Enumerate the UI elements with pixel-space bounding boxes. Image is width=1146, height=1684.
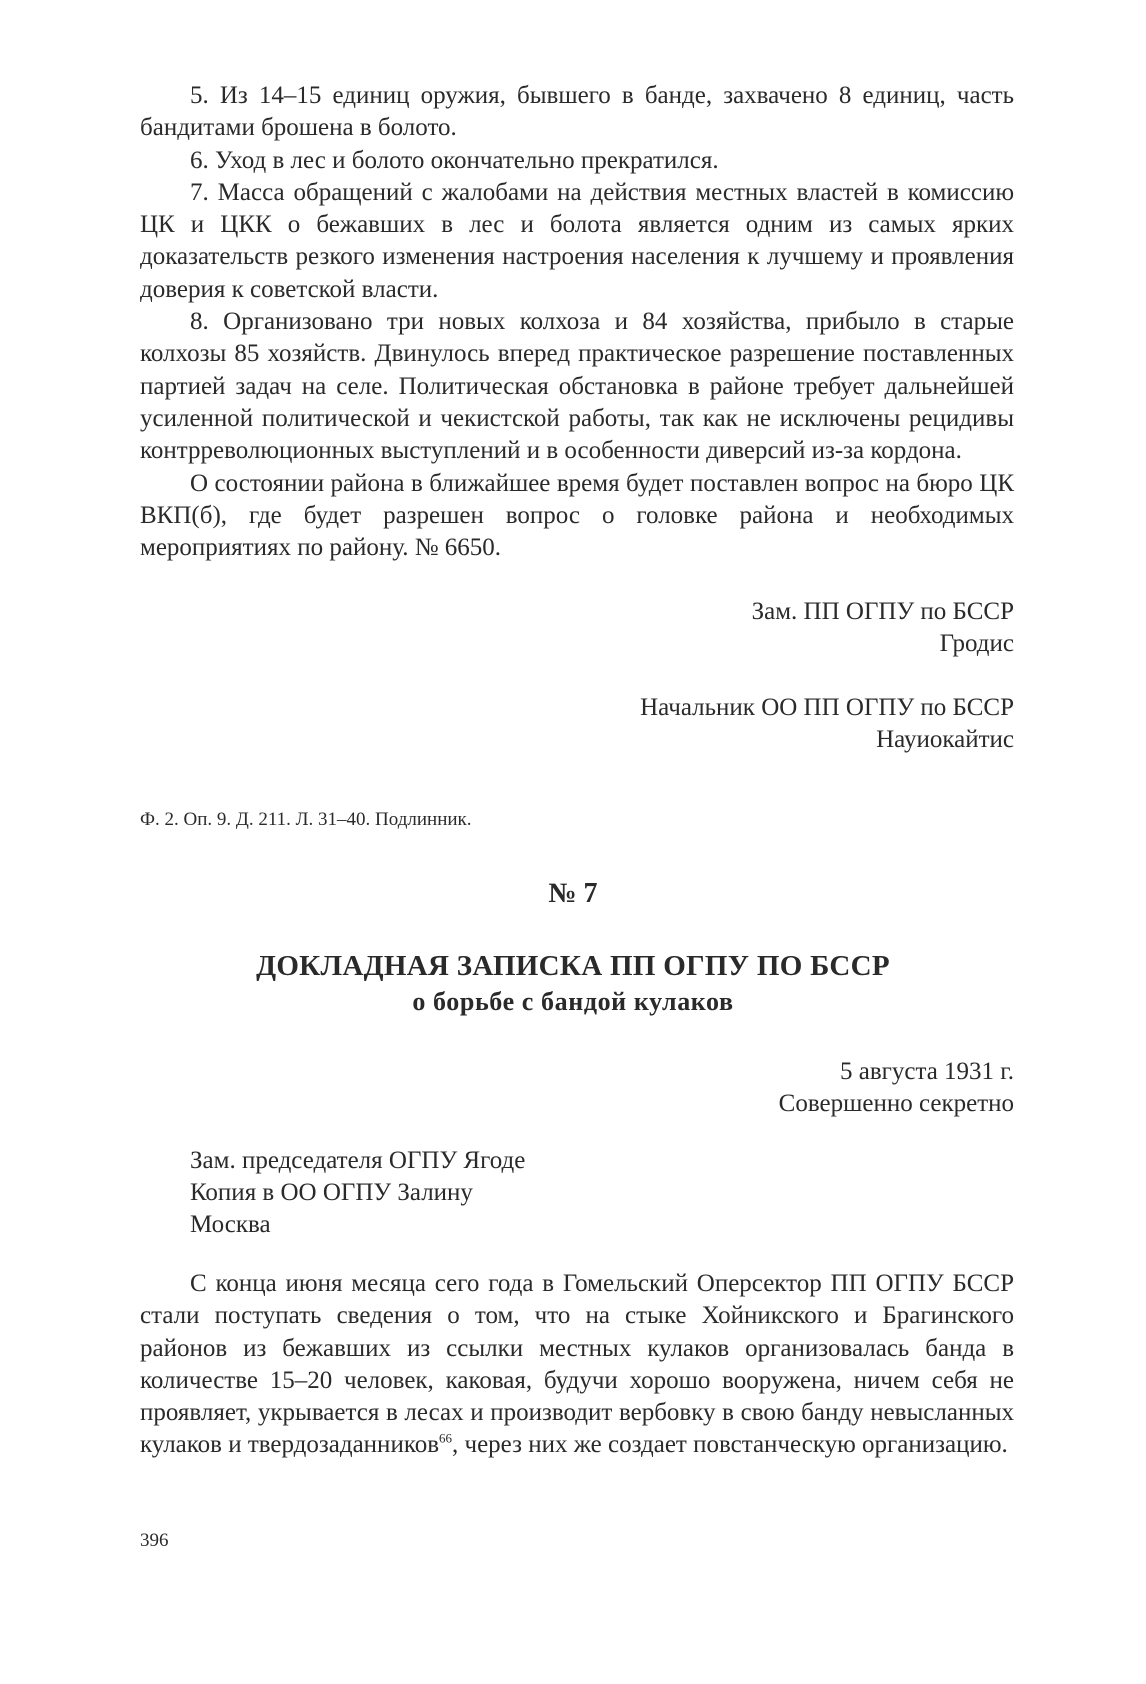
addressee-city: Москва (190, 1211, 271, 1238)
addressee-primary: Зам. председателя ОГПУ Ягоде (190, 1147, 526, 1174)
signature-deputy-name: Гродис (939, 630, 1014, 657)
footnote-marker: 66 (439, 1431, 452, 1447)
paragraph-item-6: 6. Уход в лес и болото окончательно прекратился. (190, 146, 719, 174)
body-text-start: С конца июня месяца сего года в Гомельский Оперсектор ПП ОГПУ БССР стали поступать сведения о том, что на стыке Хойникского и Брагинского районов из бежавших из ссылки местных кулаков организовалась банда в количестве 15–20 человек, каковая, будучи хорошо вооружена, ничем себя не проявляет, укрывается в лесах и производит вербовку в свою банду невысланных кулаков и твердозаданников (140, 1270, 1014, 1459)
signature-deputy (752, 596, 1014, 660)
report-continuation (140, 80, 1014, 564)
document-date: 5 августа 1931 г. (839, 1058, 1014, 1085)
paragraph-item-7: 7. Масса обращений с жалобами на действия местных властей в комиссию ЦК и ЦКК о бежавших в лес и болота является одним из самых ярких доказательств резкого изменения настроения населения к лучшему и проявления доверия к советской власти. (140, 178, 1014, 303)
report-body (140, 1268, 1014, 1462)
body-paragraph (140, 1268, 1014, 1462)
archive-reference: Ф. 2. Оп. 9. Д. 211. Л. 31–40. Подлинник. (140, 809, 472, 830)
paragraph-item-8: 8. Организовано три новых колхоза и 84 хозяйства, прибыло в старые колхозы 85 хозяйств. Двинулось вперед практическое разрешение поставленных партией задач на селе. Политическая обстановка в районе требует дальнейшей усиленной политической и чекистской работы, так как не исключены рецидивы контрреволюционных выступлений и в особенности диверсий из-за кордона. (140, 308, 1014, 465)
addressee-block (190, 1145, 525, 1241)
paragraph-item-5: 5. Из 14–15 единиц оружия, бывшего в банде, захвачено 8 единиц, часть бандитами брошена в болото. (140, 82, 1014, 142)
paragraph-conclusion: О состоянии района в ближайшее время будет поставлен вопрос на бюро ЦК ВКП(б), где будет разрешен вопрос о головке района и необходимых мероприятиях по району. № 6650. (140, 469, 1014, 562)
signature-chief-name: Науиокайтис (876, 726, 1014, 753)
signature-chief-title: Начальник ОО ПП ОГПУ по БССР (640, 694, 1014, 721)
document-subtitle: о борьбе с бандой кулаков (412, 987, 734, 1016)
addressee-copy: Копия в ОО ОГПУ Залину (190, 1179, 473, 1206)
document-title: ДОКЛАДНАЯ ЗАПИСКА ПП ОГПУ ПО БССР (256, 950, 890, 982)
page-number: 396 (140, 1530, 169, 1551)
document-header-meta (779, 1056, 1014, 1120)
document-classification: Совершенно секретно (778, 1090, 1014, 1117)
body-text-end: , через них же создает повстанческую организацию. (452, 1431, 1008, 1459)
document-number: № 7 (548, 878, 598, 909)
signature-chief (640, 692, 1014, 756)
signature-deputy-title: Зам. ПП ОГПУ по БССР (751, 598, 1014, 625)
